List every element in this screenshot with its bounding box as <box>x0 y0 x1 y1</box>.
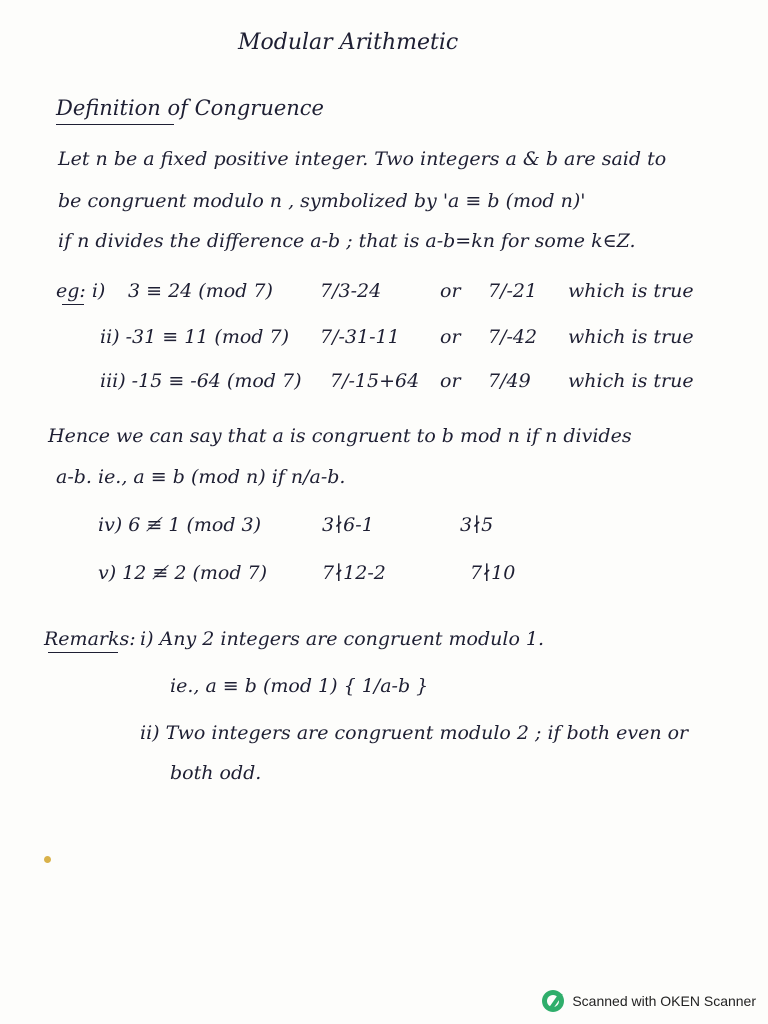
remark-1-detail: ie., a ≡ b (mod 1) { 1/a-b } <box>170 675 429 697</box>
example-1-congruence: 3 ≡ 24 (mod 7) <box>128 280 273 302</box>
remark-2-continued: both odd. <box>170 762 262 784</box>
example-3-reduced: 7/49 <box>488 370 531 392</box>
example-2-or: or <box>440 326 461 348</box>
section-heading: Definition of Congruence <box>56 96 324 120</box>
nonexample-4-reduced: 3∤5 <box>460 514 494 536</box>
example-1-reduced: 7/-21 <box>488 280 538 302</box>
page-title: Modular Arithmetic <box>238 30 459 55</box>
scanner-watermark-text: Scanned with OKEN Scanner <box>572 993 756 1009</box>
hence-line-1: Hence we can say that a is congruent to b mod n if n divides <box>48 425 632 447</box>
example-2-congruence: ii) -31 ≡ 11 (mod 7) <box>100 326 289 348</box>
examples-label-underline <box>62 304 84 305</box>
remark-1: i) Any 2 integers are congruent modulo 1. <box>140 628 545 650</box>
remarks-underline <box>48 652 118 653</box>
example-1-note: which is true <box>568 280 694 302</box>
example-1-or: or <box>440 280 461 302</box>
heading-underline <box>56 124 174 125</box>
definition-line-1: Let n be a fixed positive integer. Two integers a & b are said to <box>58 148 667 170</box>
nonexample-5-division: 7∤12-2 <box>322 562 386 584</box>
nonexample-5-congruence: v) 12 ≢ 2 (mod 7) <box>98 562 268 584</box>
example-3-division: 7/-15+64 <box>330 370 420 392</box>
definition-line-2: be congruent modulo n , symbolized by 'a ≡ b (mod n)' <box>58 190 586 212</box>
example-2-note: which is true <box>568 326 694 348</box>
hence-line-2: a-b. ie., a ≡ b (mod n) if n/a-b. <box>56 466 346 488</box>
nonexample-5-reduced: 7∤10 <box>470 562 516 584</box>
example-3-or: or <box>440 370 461 392</box>
oken-scanner-logo-icon <box>542 990 564 1012</box>
examples-label: eg: i) <box>56 280 106 302</box>
definition-line-3: if n divides the difference a-b ; that is a-b=kn for some k∈Z. <box>58 230 636 252</box>
remarks-label: Remarks: <box>44 628 136 650</box>
example-2-division: 7/-31-11 <box>320 326 400 348</box>
nonexample-4-congruence: iv) 6 ≢ 1 (mod 3) <box>98 514 262 536</box>
ink-dot <box>44 856 51 863</box>
example-3-note: which is true <box>568 370 694 392</box>
example-1-division: 7/3-24 <box>320 280 382 302</box>
example-3-congruence: iii) -15 ≡ -64 (mod 7) <box>100 370 302 392</box>
scanner-watermark <box>542 990 756 1012</box>
remark-2: ii) Two integers are congruent modulo 2 ; if both even or <box>140 722 689 744</box>
nonexample-4-division: 3∤6-1 <box>322 514 374 536</box>
example-2-reduced: 7/-42 <box>488 326 538 348</box>
